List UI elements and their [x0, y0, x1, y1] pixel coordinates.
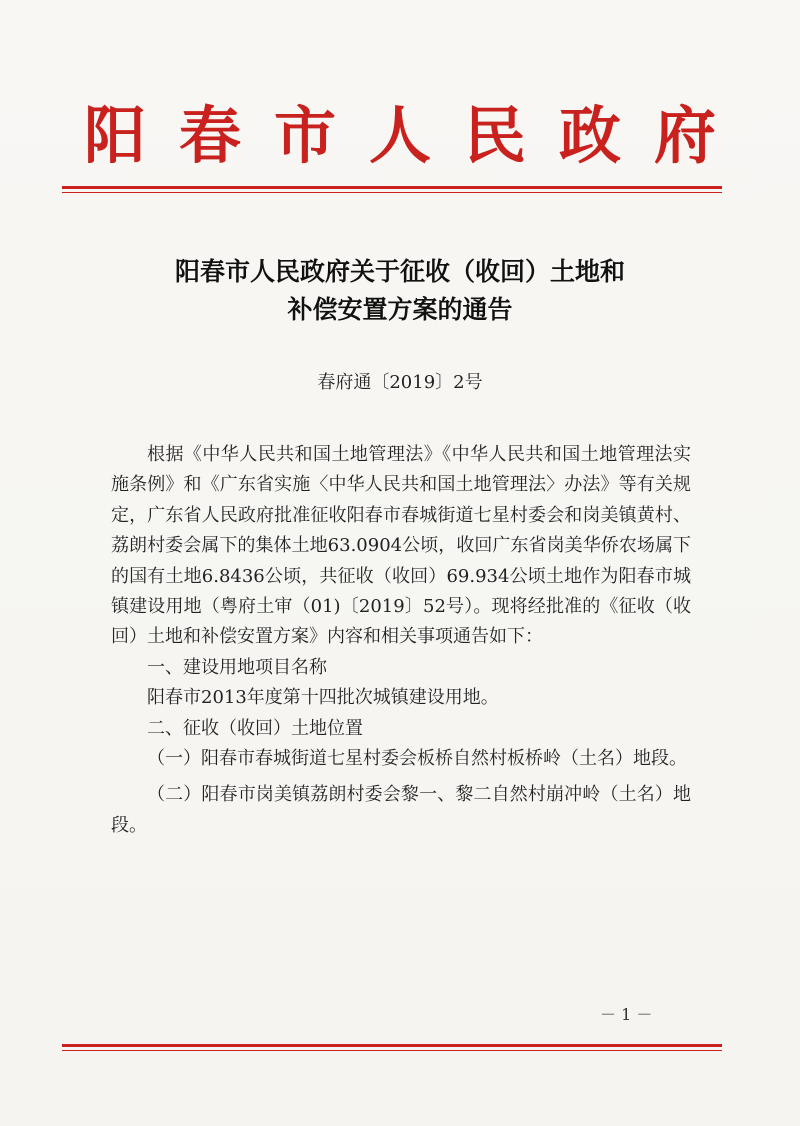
issuing-authority-header: 阳春市人民政府: [83, 99, 749, 172]
document-title-line-1: 阳春市人民政府关于征收（收回）土地和: [174, 257, 625, 286]
document-body: [111, 440, 691, 841]
document-number: 春府通〔2019〕2号: [317, 372, 483, 393]
header-red-rule: [62, 186, 722, 193]
document-title-line-2: 补偿安置方案的通告: [287, 295, 513, 324]
header-rule-thick: [62, 186, 722, 189]
footer-rule-thin: [62, 1050, 722, 1051]
header-rule-thin: [62, 192, 722, 193]
document-title: [0, 253, 800, 329]
body-section-heading-1: 一、建设用地项目名称: [147, 656, 327, 678]
footer-red-rule: [62, 1044, 722, 1051]
body-paragraph-project-name: 阳春市2013年度第十四批次城镇建设用地。: [147, 687, 499, 709]
body-paragraph-location-1: （一）阳春市春城街道七星村委会板桥自然村板桥岭（土名）地段。: [147, 748, 687, 770]
footer-rule-thick: [62, 1044, 722, 1047]
body-paragraph-intro: 根据《中华人民共和国土地管理法》《中华人民共和国土地管理法实施条例》和《广东省实施〈中华人民共和国土地管理法〉办法》等有关规定，广东省人民政府批准征收阳春市春城街道七星村委会和岗美镇黄村、荔朗村委会属下的集体土地63.0904公顷，收回广东省岗美华侨农场属下的国有土地6.8436公顷，共征收（收回）69.934公顷土地作为阳春市城镇建设用地（粤府土审（01)〔2019〕52号）。现将经批准的《征收（收回）土地和补偿安置方案》内容和相关事项通告如下：: [111, 444, 691, 648]
body-section-heading-2: 二、征收（收回）土地位置: [147, 717, 363, 739]
body-paragraph-location-2: （二）阳春市岗美镇荔朗村委会黎一、黎二自然村崩冲岭（土名）地段。: [111, 784, 691, 836]
page-number: － 1 －: [600, 1005, 653, 1024]
